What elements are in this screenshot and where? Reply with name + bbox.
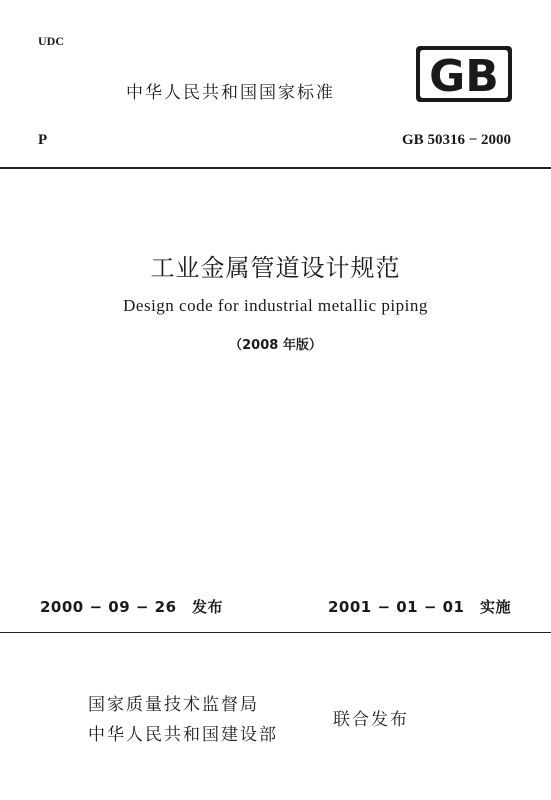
gb-logo — [414, 44, 514, 104]
edition-label: （2008 年版） — [229, 338, 322, 353]
standard-number: GB 50316 − 2000 — [402, 132, 511, 148]
standard-name: 中华人民共和国国家标准 — [126, 83, 335, 103]
top-divider — [0, 167, 551, 169]
issuer-1: 国家质量技术监督局 — [88, 695, 259, 715]
bottom-divider — [0, 632, 551, 633]
gb-logo-text: GB — [429, 51, 499, 102]
joint-release-label: 联合发布 — [333, 710, 409, 730]
title-chinese: 工业金属管道设计规范 — [150, 254, 401, 282]
classification-code: P — [38, 132, 48, 148]
issuer-2: 中华人民共和国建设部 — [88, 725, 278, 745]
udc-label: UDC — [38, 34, 64, 48]
implementation-date: 2001 − 01 − 01 实施 — [327, 598, 511, 616]
title-english: Design code for industrial metallic piping — [123, 296, 428, 315]
issue-date: 2000 − 09 − 26 发布 — [40, 598, 224, 616]
